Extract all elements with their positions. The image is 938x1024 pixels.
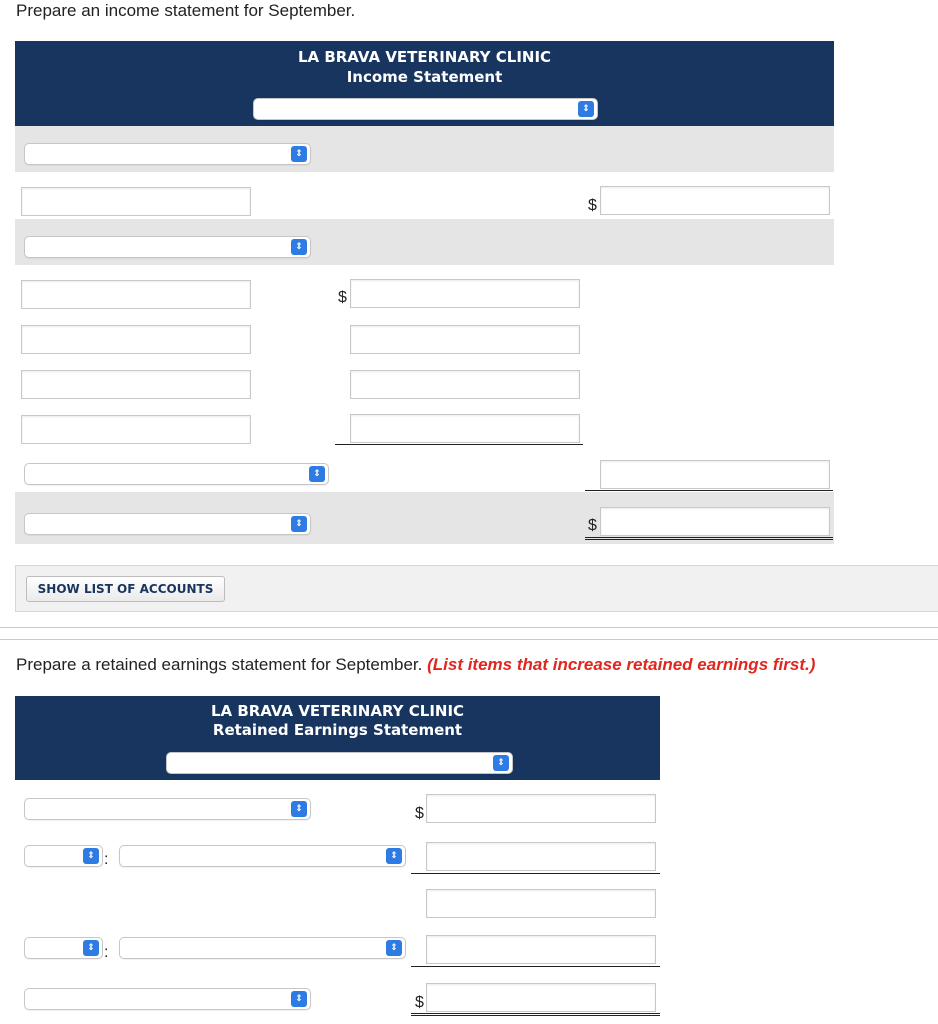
subtotal-rule <box>411 966 660 967</box>
colon-separator: : <box>104 944 109 961</box>
revenue-account-input[interactable] <box>21 187 251 216</box>
currency-symbol: $ <box>588 197 597 214</box>
statement-title: Income Statement <box>346 68 503 86</box>
retained-instruction: (List items that increase retained earnings first.) <box>427 655 816 674</box>
statement-title: Retained Earnings Statement <box>212 721 463 739</box>
subtotal-rule <box>411 873 660 874</box>
expense-account-input-1[interactable] <box>21 280 251 309</box>
re-less-account-select[interactable] <box>119 937 406 959</box>
re-beginning-select[interactable] <box>24 798 311 820</box>
net-income-input[interactable] <box>600 507 830 536</box>
re-less-select[interactable] <box>24 937 103 959</box>
updown-chevron-icon: ⇕ <box>493 755 509 771</box>
updown-chevron-icon: ⇕ <box>309 466 325 482</box>
total-expenses-select[interactable] <box>24 463 329 485</box>
double-rule <box>585 537 833 540</box>
expense-account-input-4[interactable] <box>21 415 251 444</box>
updown-chevron-icon: ⇕ <box>578 101 594 117</box>
revenue-header-select[interactable] <box>24 143 311 165</box>
re-add-account-select[interactable] <box>119 845 406 867</box>
expense-amount-input-2[interactable] <box>350 325 580 354</box>
expense-amount-input-3[interactable] <box>350 370 580 399</box>
section-divider <box>0 639 938 640</box>
revenue-amount-input[interactable] <box>600 186 830 215</box>
company-name: LA BRAVA VETERINARY CLINIC <box>210 702 465 720</box>
re-beginning-input[interactable] <box>426 794 656 823</box>
re-less-amount-input[interactable] <box>426 935 656 964</box>
updown-chevron-icon: ⇕ <box>386 848 402 864</box>
section-divider <box>0 627 938 628</box>
show-list-of-accounts-button[interactable]: SHOW LIST OF ACCOUNTS <box>26 576 225 602</box>
retained-prompt <box>16 655 815 675</box>
subtotal-rule <box>335 444 583 445</box>
updown-chevron-icon: ⇕ <box>386 940 402 956</box>
updown-chevron-icon: ⇕ <box>83 940 99 956</box>
currency-symbol: $ <box>338 289 347 306</box>
total-expenses-input[interactable] <box>600 460 830 489</box>
expense-amount-input-4[interactable] <box>350 414 580 443</box>
updown-chevron-icon: ⇕ <box>291 146 307 162</box>
re-ending-input[interactable] <box>426 983 656 1012</box>
expense-account-input-3[interactable] <box>21 370 251 399</box>
re-period-select[interactable] <box>166 752 513 774</box>
period-select[interactable] <box>253 98 598 120</box>
net-income-select[interactable] <box>24 513 311 535</box>
updown-chevron-icon: ⇕ <box>83 848 99 864</box>
currency-symbol: $ <box>415 805 424 822</box>
expense-amount-input-1[interactable] <box>350 279 580 308</box>
retained-prompt-text: Prepare a retained earnings statement for September. <box>16 655 423 674</box>
total-rule <box>585 490 833 491</box>
income-prompt: Prepare an income statement for September. <box>16 1 356 20</box>
re-add-amount-input[interactable] <box>426 842 656 871</box>
double-rule <box>411 1013 660 1016</box>
re-ending-select[interactable] <box>24 988 311 1010</box>
company-name: LA BRAVA VETERINARY CLINIC <box>297 48 552 66</box>
expenses-header-select[interactable] <box>24 236 311 258</box>
updown-chevron-icon: ⇕ <box>291 516 307 532</box>
expense-account-input-2[interactable] <box>21 325 251 354</box>
colon-separator: : <box>104 851 109 868</box>
re-subtotal-input[interactable] <box>426 889 656 918</box>
currency-symbol: $ <box>415 994 424 1011</box>
updown-chevron-icon: ⇕ <box>291 801 307 817</box>
updown-chevron-icon: ⇕ <box>291 239 307 255</box>
re-add-select[interactable] <box>24 845 103 867</box>
updown-chevron-icon: ⇕ <box>291 991 307 1007</box>
currency-symbol: $ <box>588 517 597 534</box>
